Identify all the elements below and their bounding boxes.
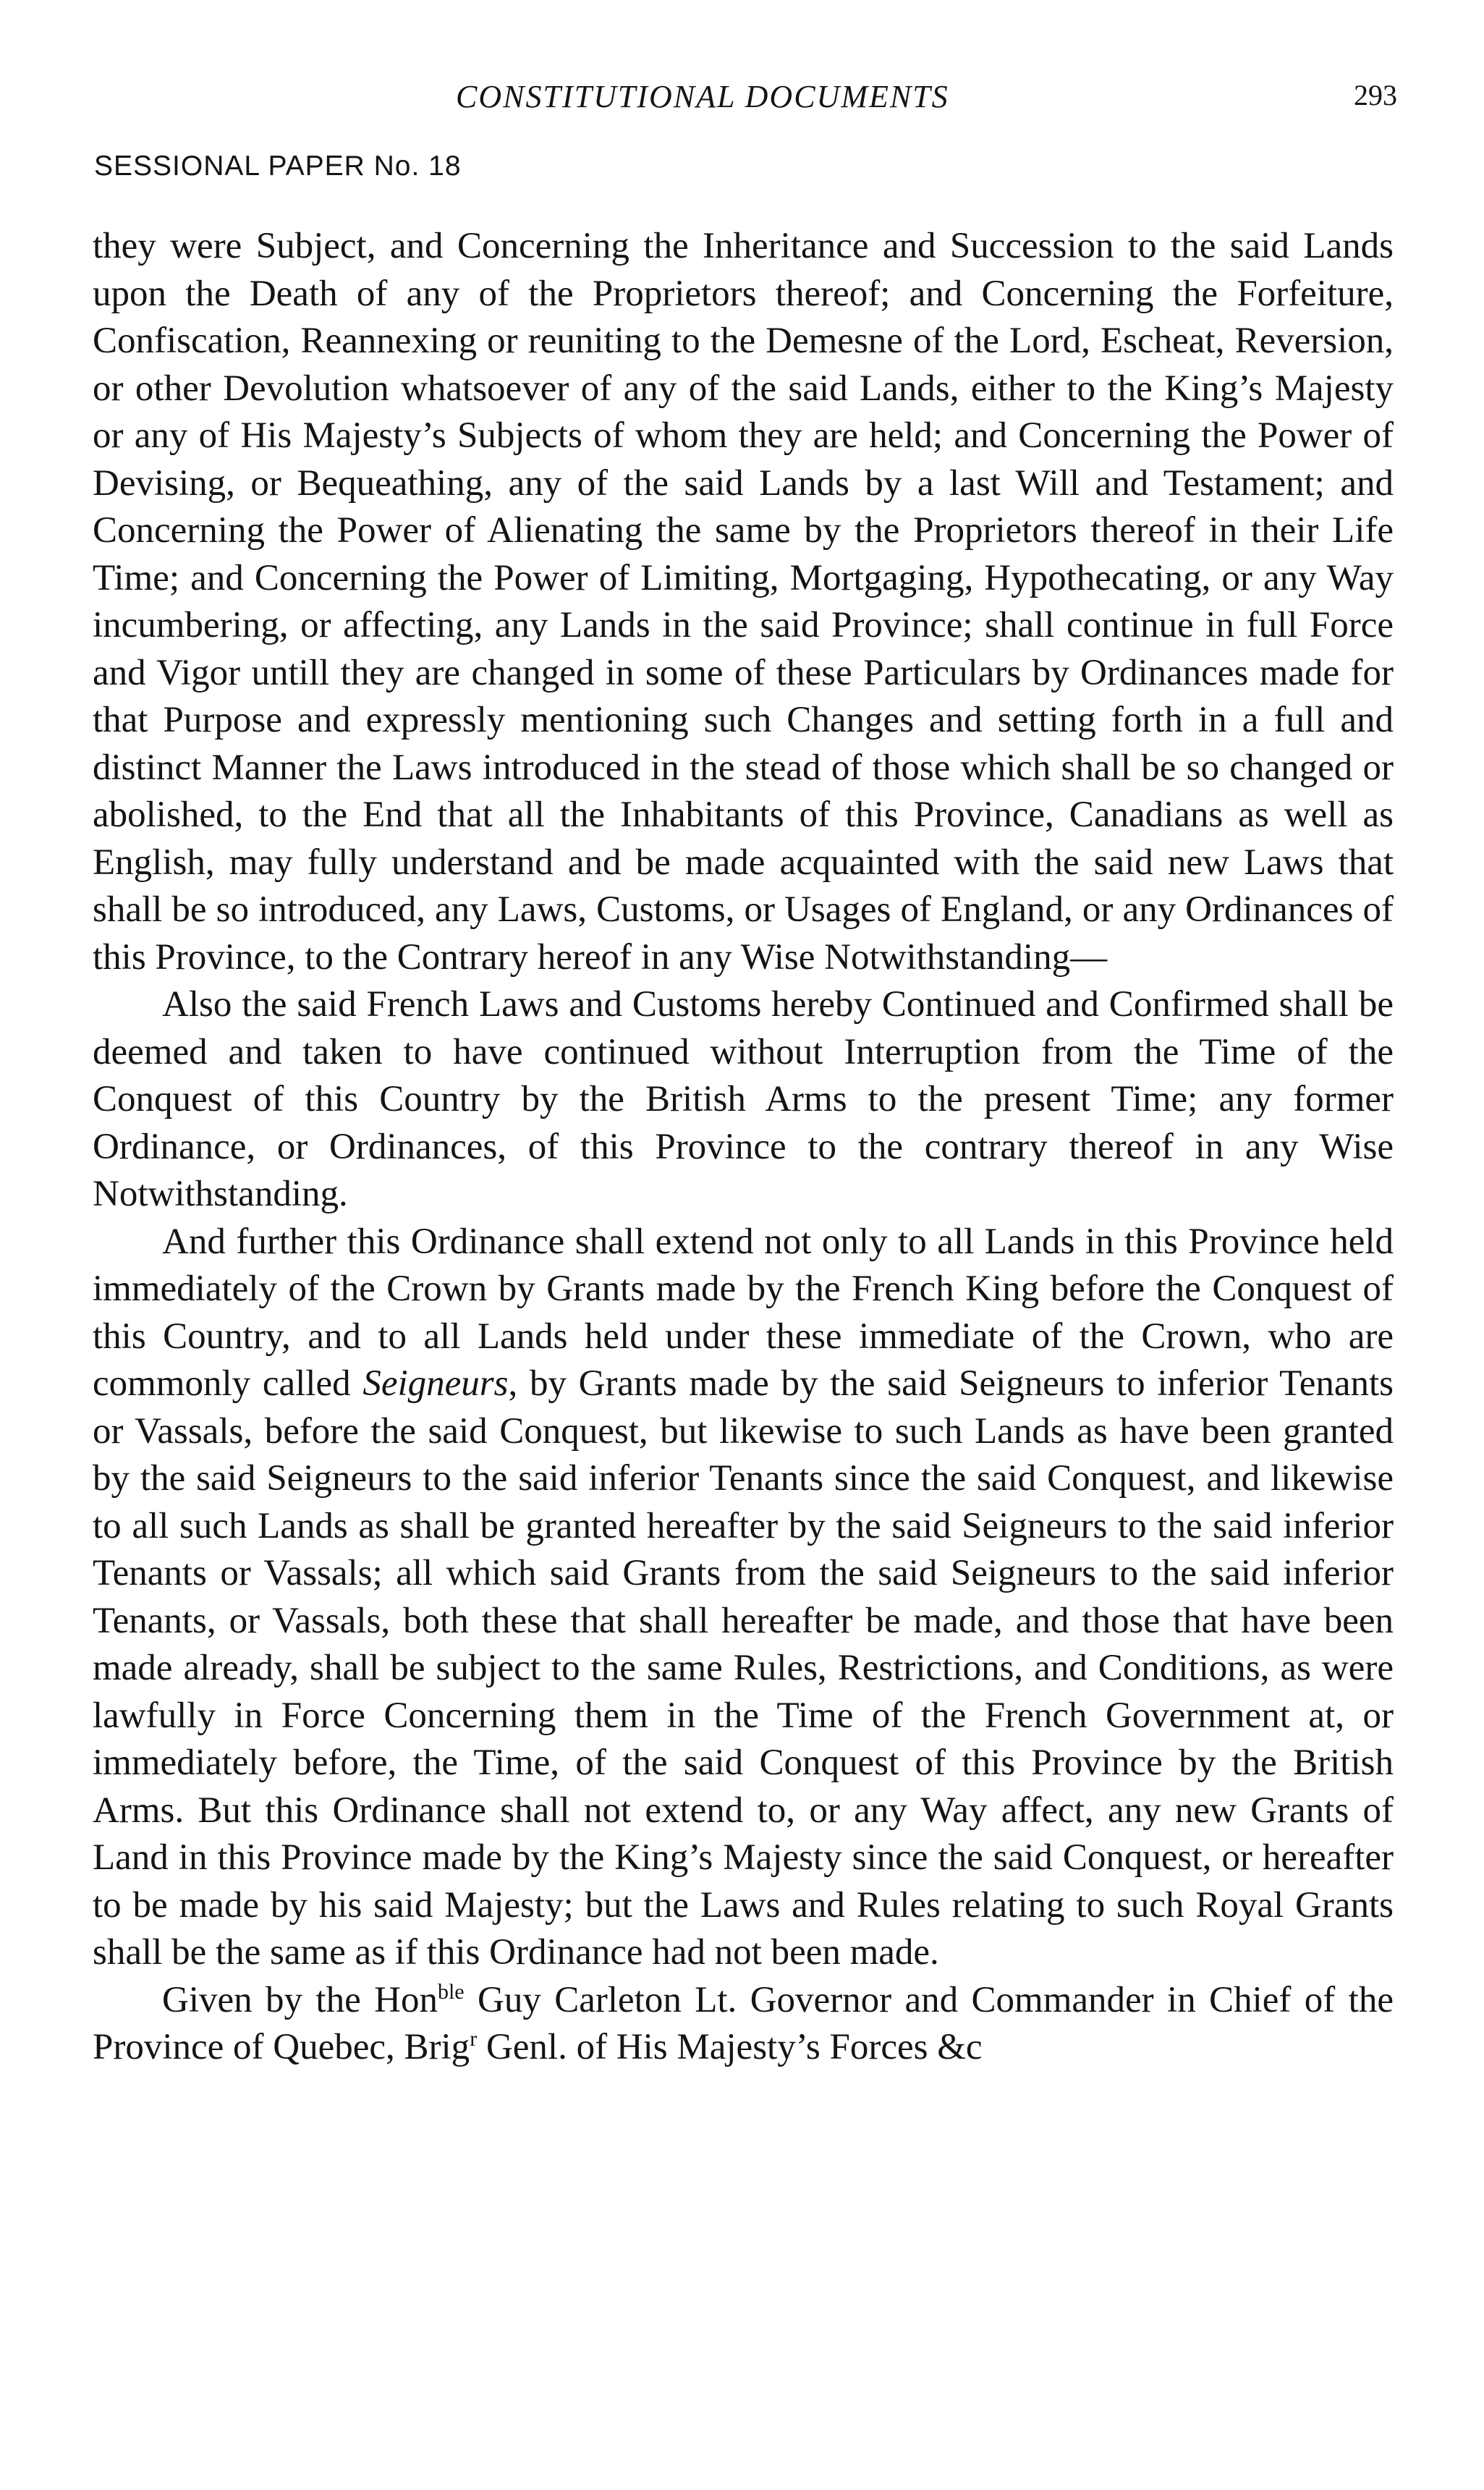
paragraph-continued: they were Subject, and Concerning the Inheritance and Succession to the said Lands upon the Death of any of the Proprietors thereof; and Concerning the Forfeiture, Confiscation, Reannexing or reuniting to the Demesne of the Lord, Escheat, Reversion, or other Devolution whatsoever of any of the said Lands, either to the King’s Majesty or any of His Majesty’s Subjects of whom they are held; and Concerning the Power of Devising, or Bequeathing, any of the said Lands by a last Will and Testament; and Concerning the Power of Alienating the same by the Proprietors thereof in their Life Time; and Concerning the Power of Limiting, Mortgaging, Hypothecating, or any Way incumbering, or affecting, any Lands in the said Province; shall continue in full Force and Vigor untill they are changed in some of these Particulars by Ordinances made for that Purpose and expressly mentioning such Changes and setting forth in a full and distinct Manner the Laws introduced in the stead of those which shall be so changed or abolished, to the End that all the Inhabitants of this Province, Canadians as well as English, may fully understand and be made acquainted with the said new Laws that shall be so introduced, any Laws, Customs, or Usages of England, or any Ordinances of this Province, to the Contrary hereof in any Wise Notwithstanding— (93, 226, 1394, 978)
body-text (93, 223, 1394, 2072)
paragraph-text: Genl. of His Majesty’s Forces &c (477, 2027, 983, 2067)
page-number: 293 (1354, 79, 1397, 111)
paragraph-text: Guy Carleton Lt. Governor and Commander in Chief of the Province of Quebec, Brig (93, 1979, 1394, 2067)
paragraph-text: Given by the Hon (162, 1979, 438, 2020)
sessional-paper-label: SESSIONAL PAPER No. 18 (94, 151, 462, 182)
paragraph-text: And further this Ordinance shall extend not only to all Lands in this Province held immediately of the Crown by Grants made by the French King before the Conquest of this Country, and to all Lands held under these immediate of the Crown, who are commonly called (93, 1221, 1394, 1404)
paragraph-text: , by Grants made by the said Seigneurs to inferior Tenants or Vassals, before the said Conquest, but likewise to such Lands as have been granted by the said Seigneurs to the said inferior Tenants since the said Conquest, and likewise to all such Lands as shall be granted hereafter by the said Seigneurs to the said inferior Tenants or Vassals; all which said Grants from the said Seigneurs to the said inferior Tenants, or Vassals, both these that shall hereafter be made, and those that have been made already, shall be subject to the same Rules, Restrictions, and Conditions, as were lawfully in Force Concerning them in the Time of the French Government at, or immediately before, the Time, of the said Conquest of this Province by the British Arms. But this Ordinance shall not extend to, or any Way affect, any new Grants of Land in this Province made by the King’s Majesty since the said Conquest, or hereafter to be made by his said Majesty; but the Laws and Rules relating to such Royal Grants shall be the same as if this Ordinance had not been made. (93, 1363, 1394, 1973)
superscript-abbreviation: r (470, 2027, 478, 2051)
superscript-abbreviation: ble (437, 1979, 465, 2004)
paragraph-french-laws: Also the said French Laws and Customs hereby Continued and Confirmed shall be deemed and taken to have continued without Interruption from the Time of the Conquest of this Country by the British Arms to the present Time; any former Ordinance, or Ordinances, of this Province to the contrary thereof in any Wise Notwithstanding. (93, 984, 1394, 1214)
italic-term-seigneurs: Seigneurs (362, 1363, 509, 1404)
paragraph-ordinance-extent (93, 1219, 1394, 1977)
paragraph-signature (93, 1977, 1394, 2072)
running-title: CONSTITUTIONAL DOCUMENTS (456, 79, 949, 114)
